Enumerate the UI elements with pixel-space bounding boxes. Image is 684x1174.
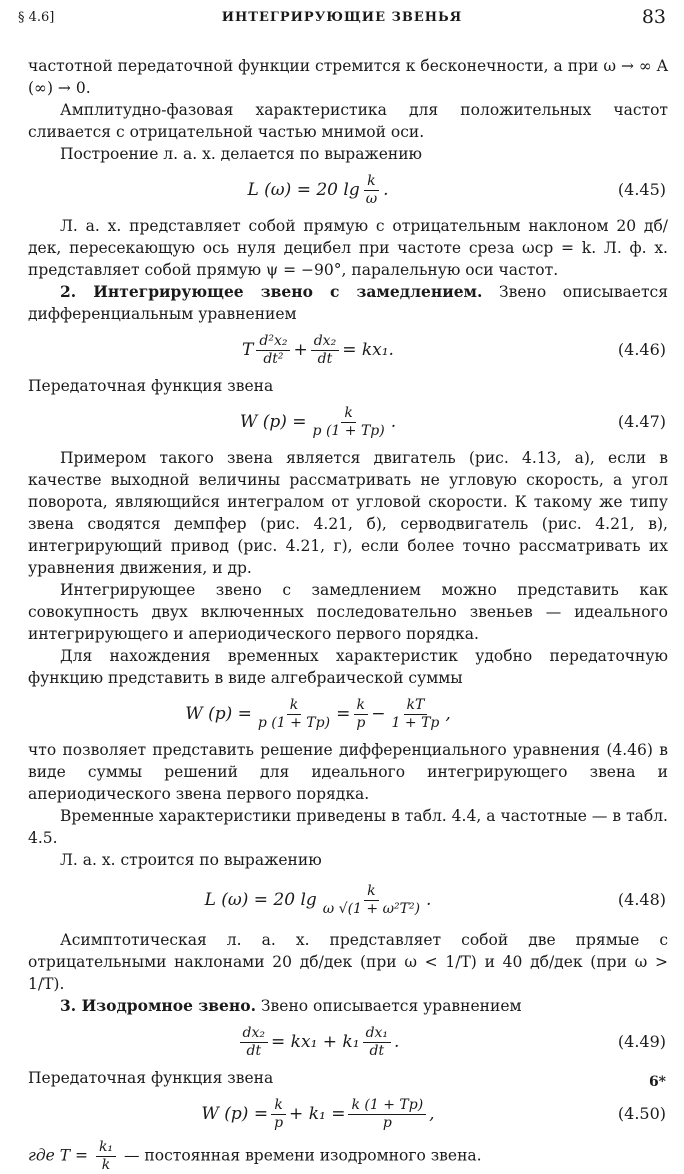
page-number: 83 (641, 6, 666, 28)
section-heading: 3. Изодромное звено. (60, 996, 256, 1015)
equation-number: (4.47) (617, 412, 666, 431)
eq-lhs: L (ω) = 20 lg (247, 180, 360, 200)
equation-4-45: L (ω) = 20 lg $\frac{k}{\omega}$ . (4.45) (28, 165, 668, 215)
fraction: $\frac{k}{\omega}$ (365, 172, 378, 207)
equation-4-49: $\frac{\text{dx₂}}{dt}$ = kx₁ + k₁ $\frac{\text{dx₁}}{dt}$ . (4.49) (28, 1017, 668, 1067)
equation-number: (4.50) (617, 1104, 666, 1123)
equation-4-46: T $\frac{\text{d²x₂}}{\text{dt²}}$ + $\frac{\text{dx₂}}{dt}$ = kx₁. (4.46) (28, 325, 668, 375)
equation-number: (4.48) (617, 890, 666, 909)
equation-number: (4.45) (617, 180, 666, 199)
signature-mark: 6* (648, 1074, 666, 1090)
paragraph: 3. Изодромное звено. Звено описывается уравнением (60, 996, 522, 1015)
equation-4-47: W (p) = $\frac{k}{p (1 + Tp)}$ . (4.47) (28, 397, 668, 447)
paragraph: Передаточная функция звена (28, 377, 274, 395)
equation-4-48: L (ω) = 20 lg $\frac{k}{\text{ω √(1 + ω²T²)}}$ . (4.48) (28, 871, 668, 929)
section-heading: 2. Интегрирующее звено с замедлением. (60, 282, 483, 301)
paragraph: частотной передаточной функции стремится к бесконечности, а при ω → ∞ A (∞) → 0. (28, 57, 668, 97)
paragraph: Передаточная функция звена (28, 1069, 274, 1087)
equation-sum: W (p) = $\frac{k}{p (1 + Tp)}$ = $\frac{k}{p}$ − $\frac{kT}{1 + Tp}$ , (185, 696, 451, 731)
paragraph: Интегрирующее звено с замедлением можно представить как совокупность двух включенных последовательно звеньев — идеального интегрирующего и апериодического первого порядка. (28, 581, 668, 643)
paragraph: Амплитудно-фазовая характеристика для положительных частот сливается с отрицательной частью мнимой оси. (28, 101, 668, 141)
paragraph: Для нахождения временных характеристик удобно передаточную функцию представить в виде алгебраической суммы (28, 647, 668, 687)
paragraph: Примером такого звена является двигатель (рис. 4.13, а), если в качестве выходной величины рассматривать не угловую скорость, а угол поворота, являющийся интегралом от угловой скорости. К такому же типу звена сводятся демпфер (рис. 4.21, б), серводвигатель (рис. 4.21, в), интегрирующий привод (рис. 4.21, г), если более точно рассматривать их уравнения движения, и др. (28, 449, 668, 577)
equation-number: (4.49) (617, 1032, 666, 1051)
paragraph: где T = $\frac{\text{k₁}}{k}$ — постоянная времени изодромного звена. (28, 1139, 482, 1173)
paragraph: Асимптотическая л. а. х. представляет собой две прямые с отрицательными наклонами 20 дб/дек (при ω < 1/T) и 40 дб/дек (при ω > 1/T). (28, 931, 668, 993)
equation-4-50: W (p) = $\frac{k}{p}$ + k₁ = $\frac{k (1 + Tp)}{p}$ , (4.50) (28, 1089, 668, 1139)
paragraph: Л. а. х. представляет собой прямую с отрицательным наклоном 20 дб/дек, пересекающую ось нуля децибел при частоте среза ωср = k. Л. ф. х. представляет собой прямую ψ = −90°, паралельную оси частот. (28, 217, 668, 279)
paragraph: Временные характеристики приведены в табл. 4.4, а частотные — в табл. 4.5. (28, 807, 668, 847)
running-title: ИНТЕГРИРУЮЩИЕ ЗВЕНЬЯ (221, 10, 463, 25)
paragraph: Построение л. а. х. делается по выражению (60, 145, 423, 163)
paragraph: что позволяет представить решение дифференциального уравнения (4.46) в виде суммы решений для идеального интегрирующего звена и апериодического звена первого порядка. (28, 741, 668, 803)
section-number: § 4.6] (18, 10, 55, 25)
page-body (28, 55, 668, 1174)
equation-number: (4.46) (617, 340, 666, 359)
paragraph: 2. Интегрирующее звено с замедлением. Звено описывается дифференциальным уравнением (28, 282, 668, 323)
paragraph: Л. а. х. строится по выражению (60, 851, 322, 869)
